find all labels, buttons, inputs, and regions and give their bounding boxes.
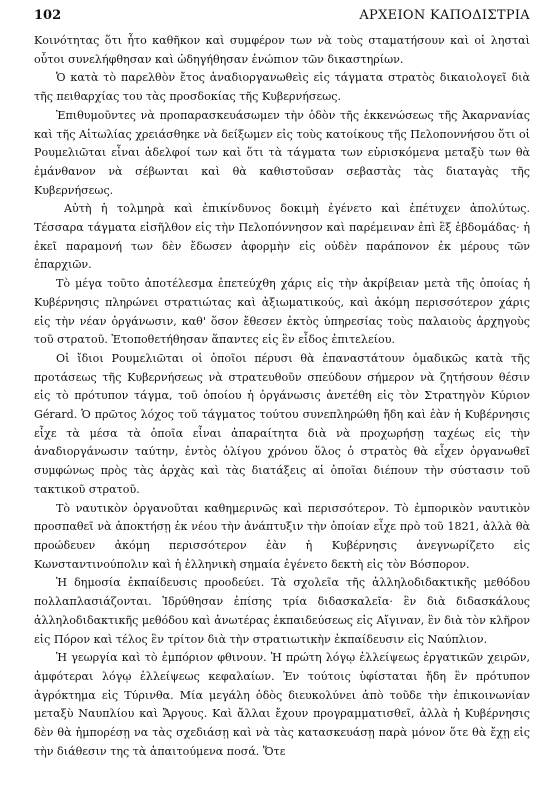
document-page (34, 8, 530, 761)
paragraph: Τὸ ναυτικὸν ὀργανοῦται καθημερινῶς καὶ περισσότερον. Τὸ ἐμπορικὸν ναυτικὸν προσπαθεῖ νὰ ἀποκτήσῃ ἐκ νέου τὴν ἀνάπτυξιν τὴν ὁποίαν εἶχε πρὸ τοῦ 1821, ἀλλὰ θὰ προώδευεν ἀκόμη περισσότερον ἐὰν ἡ Κυβέρνησις ἀνεγνωρίζετο εἰς Κωνσταντινούπολιν καὶ ἡ ἑλληνικὴ σημαία ἐγένετο δεκτὴ εἰς τὸν Βόσπορον. (34, 501, 530, 571)
page-number: 102 (34, 8, 62, 23)
paragraph: Ἡ δημοσία ἐκπαίδευσις προοδεύει. Τὰ σχολεῖα τῆς ἀλληλοδιδακτικῆς μεθόδου πολλαπλασιάζονται. Ἱδρύθησαν ἐπίσης τρία διδασκαλεῖα· ἓν διὰ διδασκάλους ἀλληλοδιδακτικῆς μεθόδου καὶ ἀνωτέρας ἐκπαιδεύσεως εἰς Αἴγιναν, ἓν διὰ τὸν κλῆρον εἰς Πόρον καὶ τέλος ἓν τρίτον διὰ τὴν στρατιωτικὴν ἐκπαίδευσιν εἰς Ναύπλιον. (34, 576, 530, 646)
paragraph: Ἡ γεωργία καὶ τὸ ἐμπόριον φθινουν. Ἡ πρώτη λόγῳ ἐλλείψεως ἐργατικῶν χειρῶν, ἀμφότεραι λόγῳ ἐλλείψεως κεφαλαίων. Ἐν τούτοις ὑφίσταται ἤδη ἓν πρότυπον ἀγρόκτημα εἰς Τύρινθα. Μία μεγάλη ὁδὸς διευκολύνει ἀπὸ τοῦδε τὴν ἐπικοινωνίαν μεταξὺ Ναυπλίου καὶ Ἄργους. Καὶ ἄλλαι ἔχουν προγραμματισθεῖ, ἀλλὰ ἡ Κυβέρνησις δὲν θὰ ἠμπορέσῃ να τὰς σχεδιάσῃ καὶ νὰ τὰς κατασκευάσῃ παρὰ μόνον ὅτε θὰ ἔχῃ εἰς τὴν διάθεσιν της τὰ ἀπαιτούμενα ποσά. Ὅτε (34, 651, 530, 758)
running-header (34, 8, 530, 32)
paragraph: Κοινότητας ὅτι ἦτο καθῆκον καὶ συμφέρον των νὰ τοὺς σταματήσουν καὶ οἱ λησταὶ οὗτοι συνελήφθησαν καὶ ὡδηγήθησαν ἐνώπιον τῶν δικαστηρίων. (34, 34, 530, 66)
paragraph: Τὸ μέγα τοῦτο ἀποτέλεσμα ἐπετεύχθη χάρις εἰς τὴν ἀκρίβειαν μετὰ τῆς ὁποίας ἡ Κυβέρνησις πληρώνει στρατιώτας καὶ ἀξιωματικούς, καὶ ἀκόμη περισσότερον χάρις εἰς τὴν νέαν ὀργάνωσιν, καθ' ὅσον ἔθεσεν ἐκτὸς ὑπηρεσίας τοὺς παλαιοὺς ἀρχηγοὺς τοῦ στρατοῦ. Ἐτοποθετήθησαν ἅπαντες εἰς ἓν εἶδος ἐπιτελείου. (34, 277, 530, 347)
paragraph: Αὐτὴ ἡ τολμηρὰ καὶ ἐπικίνδυνος δοκιμὴ ἐγένετο καὶ ἐπέτυχεν ἀπολύτως. Τέσσαρα τάγματα εἰσῆλθον εἰς τὴν Πελοπόννησον καὶ παρέμειναν ἐπὶ ἓξ ἑβδομάδας· ἡ ἐκεῖ παραμονή των δὲν ἔδωσεν ἀφορμὴν εἰς οὐδὲν παράπονον ἐκ μέρους τῶν ἐπαρχιῶν. (34, 202, 530, 272)
paragraph: Οἱ ἴδιοι Ρουμελιῶται οἱ ὁποῖοι πέρυσι θὰ ἐπαναστάτουν ὁμαδικῶς κατὰ τῆς προτάσεως τῆς Κυβερνήσεως νὰ στρατευθοῦν σπεύδουν σήμερον νὰ ζητήσουν θέσιν εἰς τὸ πρότυπον τάγμα, τοῦ ὁποίου ἡ ὀργάνωσις ἀνετέθη εἰς τὸν Στρατηγὸν Κύριον Gérard. Ὁ πρῶτος λόχος τοῦ τάγματος τούτου συνεπληρώθη ἤδη καὶ ἐὰν ἡ Κυβέρνησις εἶχε τὰ μέσα τὰ ὁποῖα εἶναι ἀπαραίτητα διὰ νὰ προχωρήσῃ ταχέως εἰς τὴν ἀναδιοργάνωσιν ταύτην, ἐντὸς ὀλίγου χρόνου ὅλος ὁ στρατὸς θὰ εἶχεν ὀργανωθεῖ συμφώνως πρὸς τὰς ἀρχὰς καὶ τὰς διατάξεις αἱ ὁποῖαι διέπουν τὴν σύστασιν τοῦ τακτικοῦ στρατοῦ. (34, 351, 530, 496)
paragraph: Ἐπιθυμοῦντες νὰ προπαρασκευάσωμεν τὴν ὁδὸν τῆς ἐκκενώσεως τῆς Ἀκαρνανίας καὶ τῆς Αἰτωλίας χρειάσθηκε νὰ δείξωμεν εἰς τοὺς κατοίκους τῆς Πελοποννήσου ὅτι οἱ Ρουμελιῶται εἶναι ἀδελφοί των καὶ ὅτι τὰ τάγματα των εὑρισκόμενα μεταξὺ των θὰ ἐμάνθανον νὰ σέβωνται καὶ θὰ καθιστοῦσαν σεβαστὰς τὰς διαταγὰς τῆς Κυβερνήσεως. (34, 108, 530, 197)
document-body (34, 32, 530, 761)
paragraph: Ὁ κατὰ τὸ παρελθὸν ἔτος ἀναδιοργανωθεὶς εἰς τάγματα στρατὸς δικαιολογεῖ διὰ τῆς πειθαρχίας του τὰς προσδοκίας τῆς Κυβερνήσεως. (34, 71, 530, 104)
running-title: ΑΡΧΕΙΟΝ ΚΑΠΟΔΙΣΤΡΙΑ (359, 8, 530, 23)
